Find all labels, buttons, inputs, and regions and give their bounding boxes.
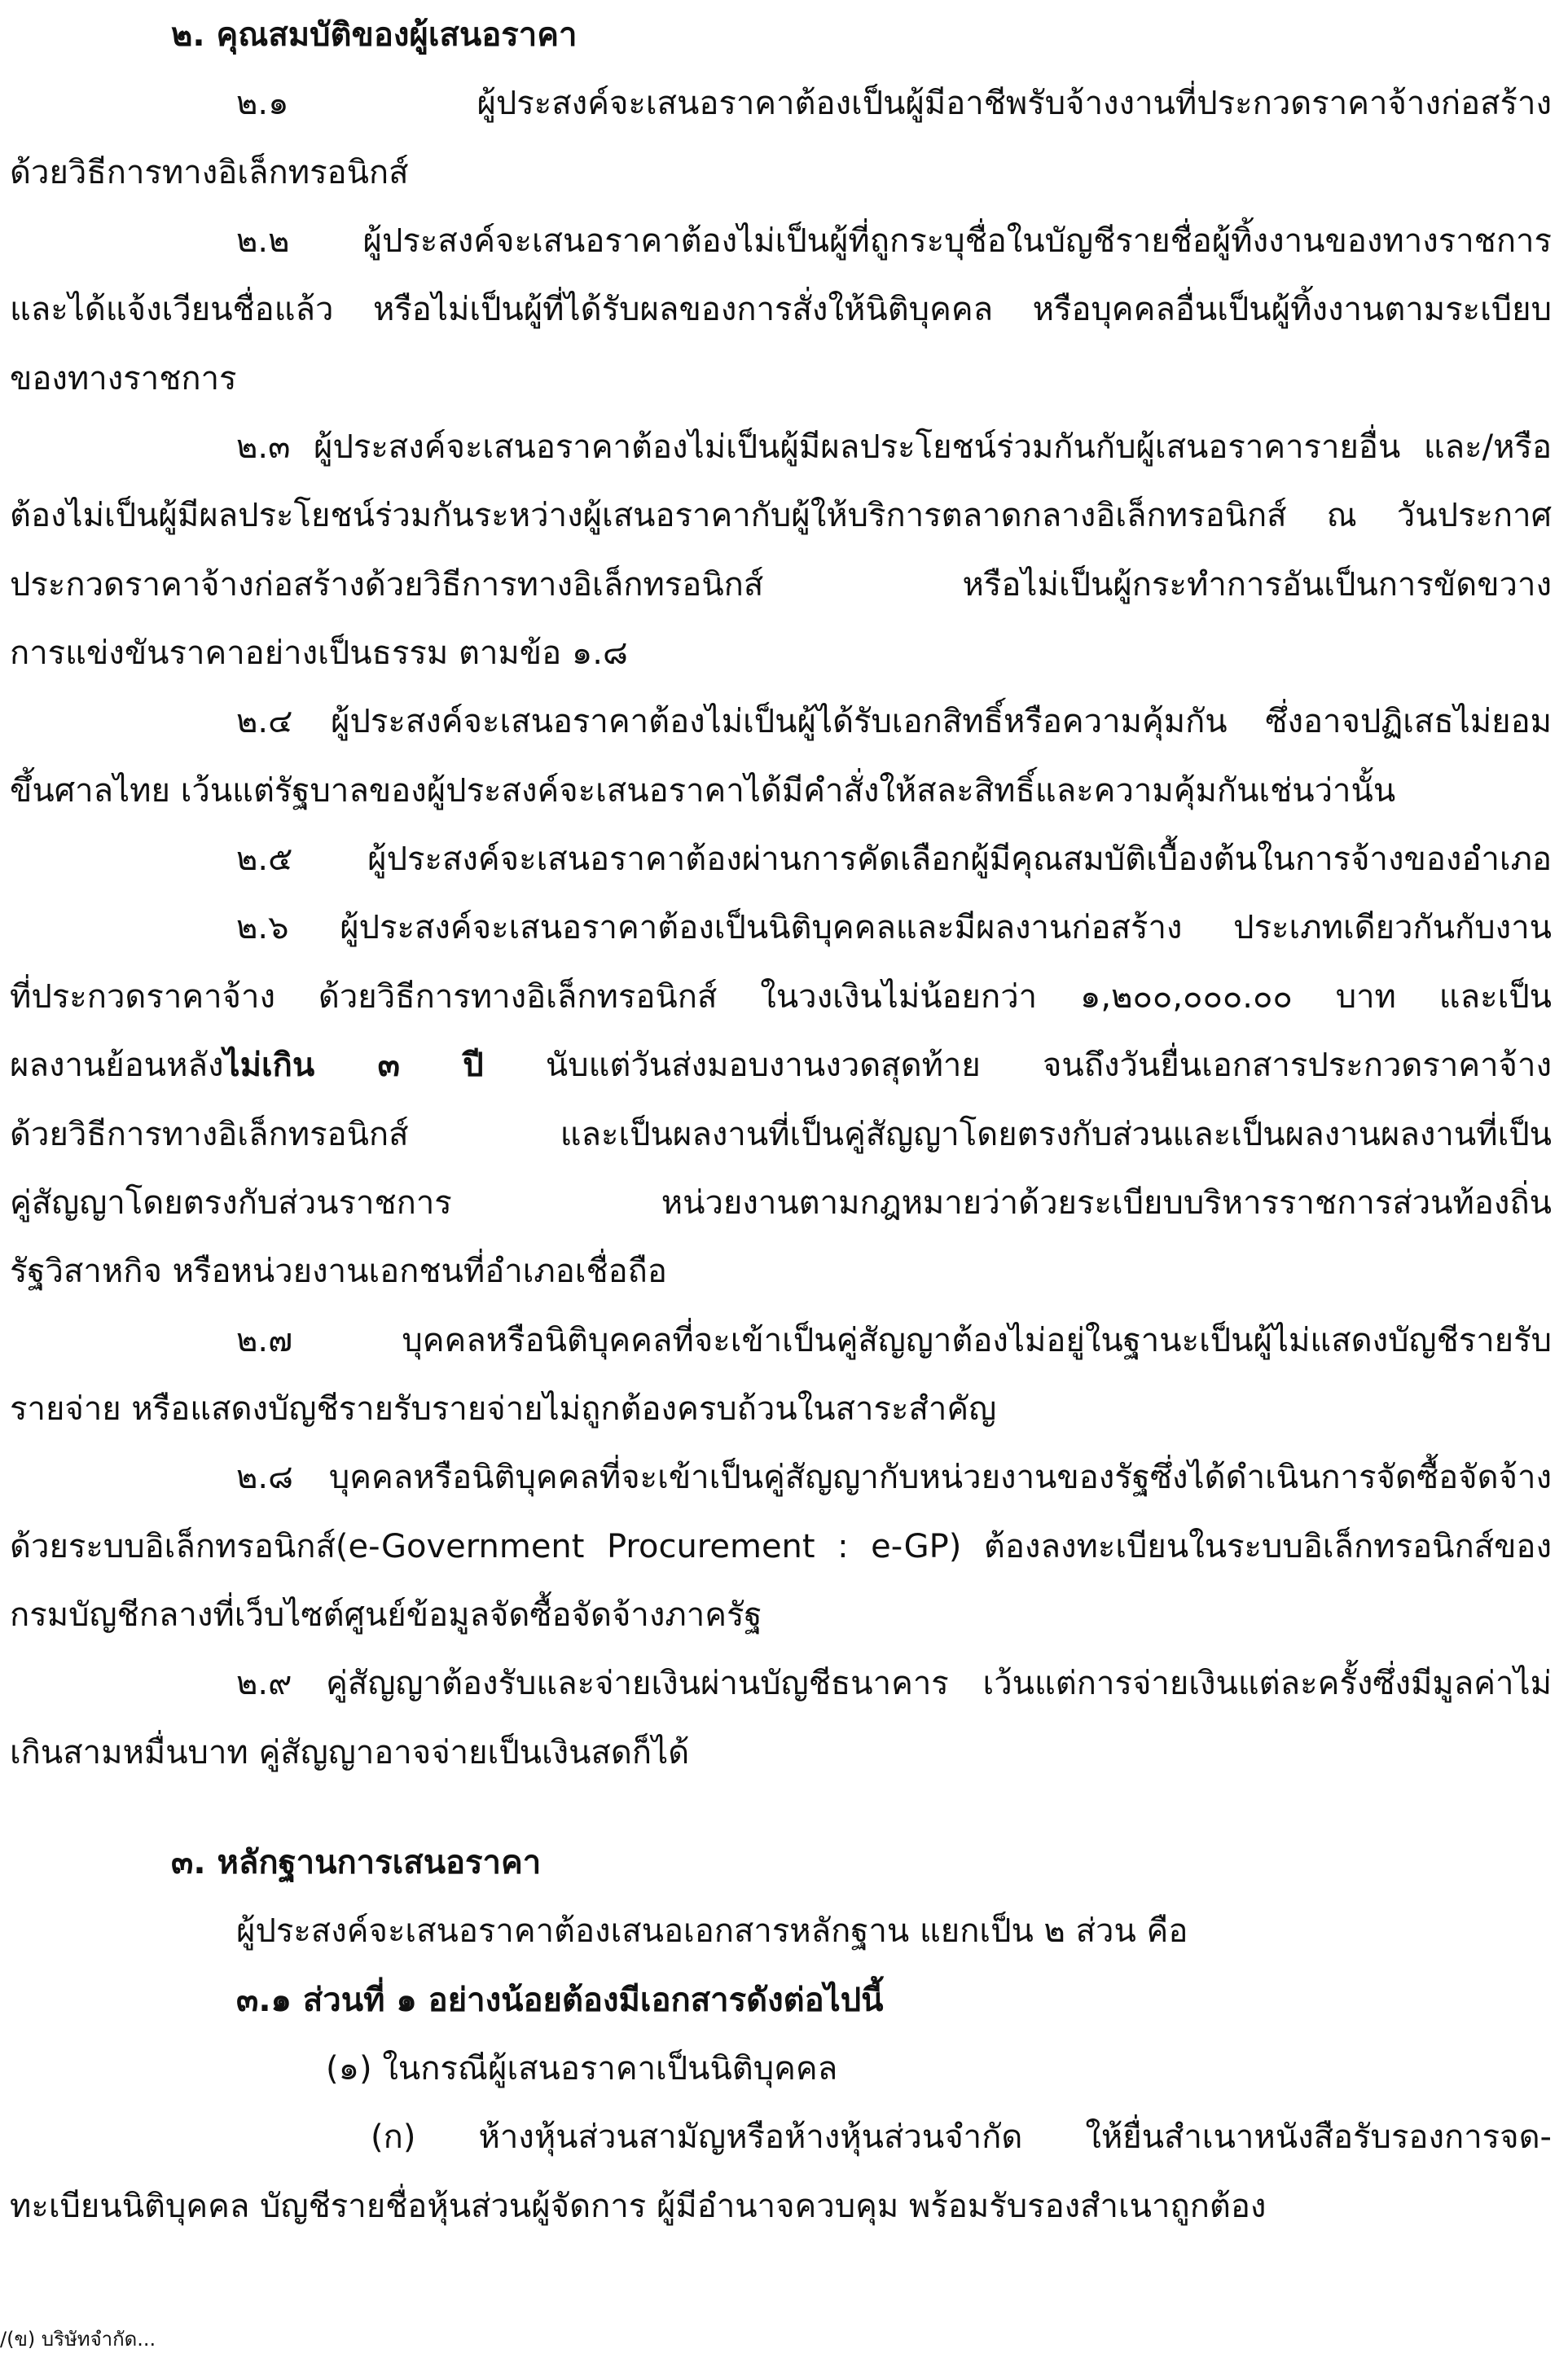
para-2-1-line-1: ๒.๑ ผู้ประสงค์จะเสนอราคาต้องเป็นผู้มีอาชีพรับจ้างงานที่ประกวดราคาจ้างก่อสร้าง	[236, 85, 1552, 122]
page-continuation-note: /(ข) บริษัทจำกัด...	[0, 2328, 156, 2351]
para-2-6-bold-duration: ไม่เกิน ๓ ปี	[223, 1047, 484, 1084]
para-2-2-line-1: ๒.๒ ผู้ประสงค์จะเสนอราคาต้องไม่เป็นผู้ที่ถูกระบุชื่อในบัญชีรายชื่อผู้ทิ้งงานของทางราชการ	[236, 222, 1552, 260]
para-2-7-line-1: ๒.๗ บุคคลหรือนิติบุคคลที่จะเข้าเป็นคู่สัญญาต้องไม่อยู่ในฐานะเป็นผู้ไม่แสดงบัญชีรายรับ	[236, 1322, 1552, 1359]
item-a-line-1: (ก) ห้างหุ้นส่วนสามัญหรือห้างหุ้นส่วนจำกัด ให้ยื่นสำเนาหนังสือรับรองการจด-	[371, 2118, 1552, 2156]
para-2-4-line-2: ขึ้นศาลไทย เว้นแต่รัฐบาลของผู้ประสงค์จะเสนอราคาได้มีคำสั่งให้สละสิทธิ์และความคุ้มกันเช่นว่านั้น	[10, 772, 1396, 810]
para-2-6-line-2: ที่ประกวดราคาจ้าง ด้วยวิธีการทางอิเล็กทรอนิกส์ ในวงเงินไม่น้อยกว่า ๑,๒๐๐,๐๐๐.๐๐ บาท และเป็น	[10, 978, 1552, 1016]
para-2-6-line-5: คู่สัญญาโดยตรงกับส่วนราชการ หน่วยงานตามกฎหมายว่าด้วยระเบียบบริหารราชการส่วนท้องถิ่น	[10, 1184, 1552, 1222]
para-2-6-line-3-post: นับแต่วันส่งมอบงานงวดสุดท้าย จนถึงวันยื่นเอกสารประกวดราคาจ้าง	[483, 1047, 1552, 1084]
para-2-2-line-2: และได้แจ้งเวียนชื่อแล้ว หรือไม่เป็นผู้ที่ได้รับผลของการสั่งให้นิติบุคคล หรือบุคคลอื่นเป็นผู้ทิ้งงานตามระเบียบ	[10, 291, 1552, 328]
para-2-6-line-6: รัฐวิสาหกิจ หรือหน่วยงานเอกชนที่อำเภอเชื่อถือ	[10, 1253, 667, 1290]
section-3-intro: ผู้ประสงค์จะเสนอราคาต้องเสนอเอกสารหลักฐาน แยกเป็น ๒ ส่วน คือ	[236, 1912, 1188, 1950]
para-2-5: ๒.๕ ผู้ประสงค์จะเสนอราคาต้องผ่านการคัดเลือกผู้มีคุณสมบัติเบื้องต้นในการจ้างของอำเภอ	[236, 841, 1552, 878]
para-2-8-line-3: กรมบัญชีกลางที่เว็บไซต์ศูนย์ข้อมูลจัดซื้อจัดจ้างภาครัฐ	[10, 1596, 762, 1634]
para-2-8-line-1: ๒.๘ บุคคลหรือนิติบุคคลที่จะเข้าเป็นคู่สัญญากับหน่วยงานของรัฐซึ่งได้ดำเนินการจัดซื้อจัดจ้าง	[236, 1459, 1552, 1496]
item-a-line-2: ทะเบียนนิติบุคคล บัญชีรายชื่อหุ้นส่วนผู้จัดการ ผู้มีอำนาจควบคุม พร้อมรับรองสำเนาถูกต้อง	[10, 2188, 1267, 2225]
para-2-6-line-3-pre: ผลงานย้อนหลัง	[10, 1047, 224, 1084]
subsection-3-1-heading: ๓.๑ ส่วนที่ ๑ อย่างน้อยต้องมีเอกสารดังต่อไปนี้	[236, 1982, 884, 2019]
para-2-3-line-4: การแข่งขันราคาอย่างเป็นธรรม ตามข้อ ๑.๘	[10, 634, 628, 672]
para-2-4-line-1: ๒.๔ ผู้ประสงค์จะเสนอราคาต้องไม่เป็นผู้ได้รับเอกสิทธิ์หรือความคุ้มกัน ซึ่งอาจปฏิเสธไม่ยอม	[236, 703, 1552, 740]
para-2-2-line-3: ของทางราชการ	[10, 360, 237, 397]
para-2-6-line-1: ๒.๖ ผู้ประสงค์จะเสนอราคาต้องเป็นนิติบุคคลและมีผลงานก่อสร้าง ประเภทเดียวกันกับงาน	[236, 909, 1552, 946]
para-2-3-line-3: ประกวดราคาจ้างก่อสร้างด้วยวิธีการทางอิเล็กทรอนิกส์ หรือไม่เป็นผู้กระทำการอันเป็นการขัดขวาง	[10, 566, 1552, 604]
para-2-8-line-2: ด้วยระบบอิเล็กทรอนิกส์(e-Government Procurement : e-GP) ต้องลงทะเบียนในระบบอิเล็กทรอนิกส์ของ	[10, 1528, 1552, 1565]
para-2-9-line-2: เกินสามหมื่นบาท คู่สัญญาอาจจ่ายเป็นเงินสดก็ได้	[10, 1734, 690, 1771]
para-2-1-line-2: ด้วยวิธีการทางอิเล็กทรอนิกส์	[10, 154, 409, 191]
para-2-3-line-2: ต้องไม่เป็นผู้มีผลประโยชน์ร่วมกันระหว่างผู้เสนอราคากับผู้ให้บริการตลาดกลางอิเล็กทรอนิกส์ ณ วันประกาศ	[10, 497, 1552, 534]
para-2-3-line-1: ๒.๓ ผู้ประสงค์จะเสนอราคาต้องไม่เป็นผู้มีผลประโยชน์ร่วมกันกับผู้เสนอราคารายอื่น และ/หรือ	[236, 428, 1552, 466]
para-2-6-line-3	[10, 1042, 1552, 1089]
para-2-7-line-2: รายจ่าย หรือแสดงบัญชีรายรับรายจ่ายไม่ถูกต้องครบถ้วนในสาระสำคัญ	[10, 1390, 997, 1428]
para-2-6-line-4: ด้วยวิธีการทางอิเล็กทรอนิกส์ และเป็นผลงานที่เป็นคู่สัญญาโดยตรงกับส่วนและเป็นผลงานผลงานที่เป็น	[10, 1116, 1552, 1153]
item-1-juristic-person: (๑) ในกรณีผู้เสนอราคาเป็นนิติบุคคล	[326, 2050, 838, 2087]
para-2-9-line-1: ๒.๙ คู่สัญญาต้องรับและจ่ายเงินผ่านบัญชีธนาคาร เว้นแต่การจ่ายเงินแต่ละครั้งซึ่งมีมูลค่าไม่	[236, 1665, 1552, 1702]
section-3-heading: ๓. หลักฐานการเสนอราคา	[171, 1844, 542, 1881]
section-2-heading: ๒. คุณสมบัติของผู้เสนอราคา	[171, 16, 578, 54]
